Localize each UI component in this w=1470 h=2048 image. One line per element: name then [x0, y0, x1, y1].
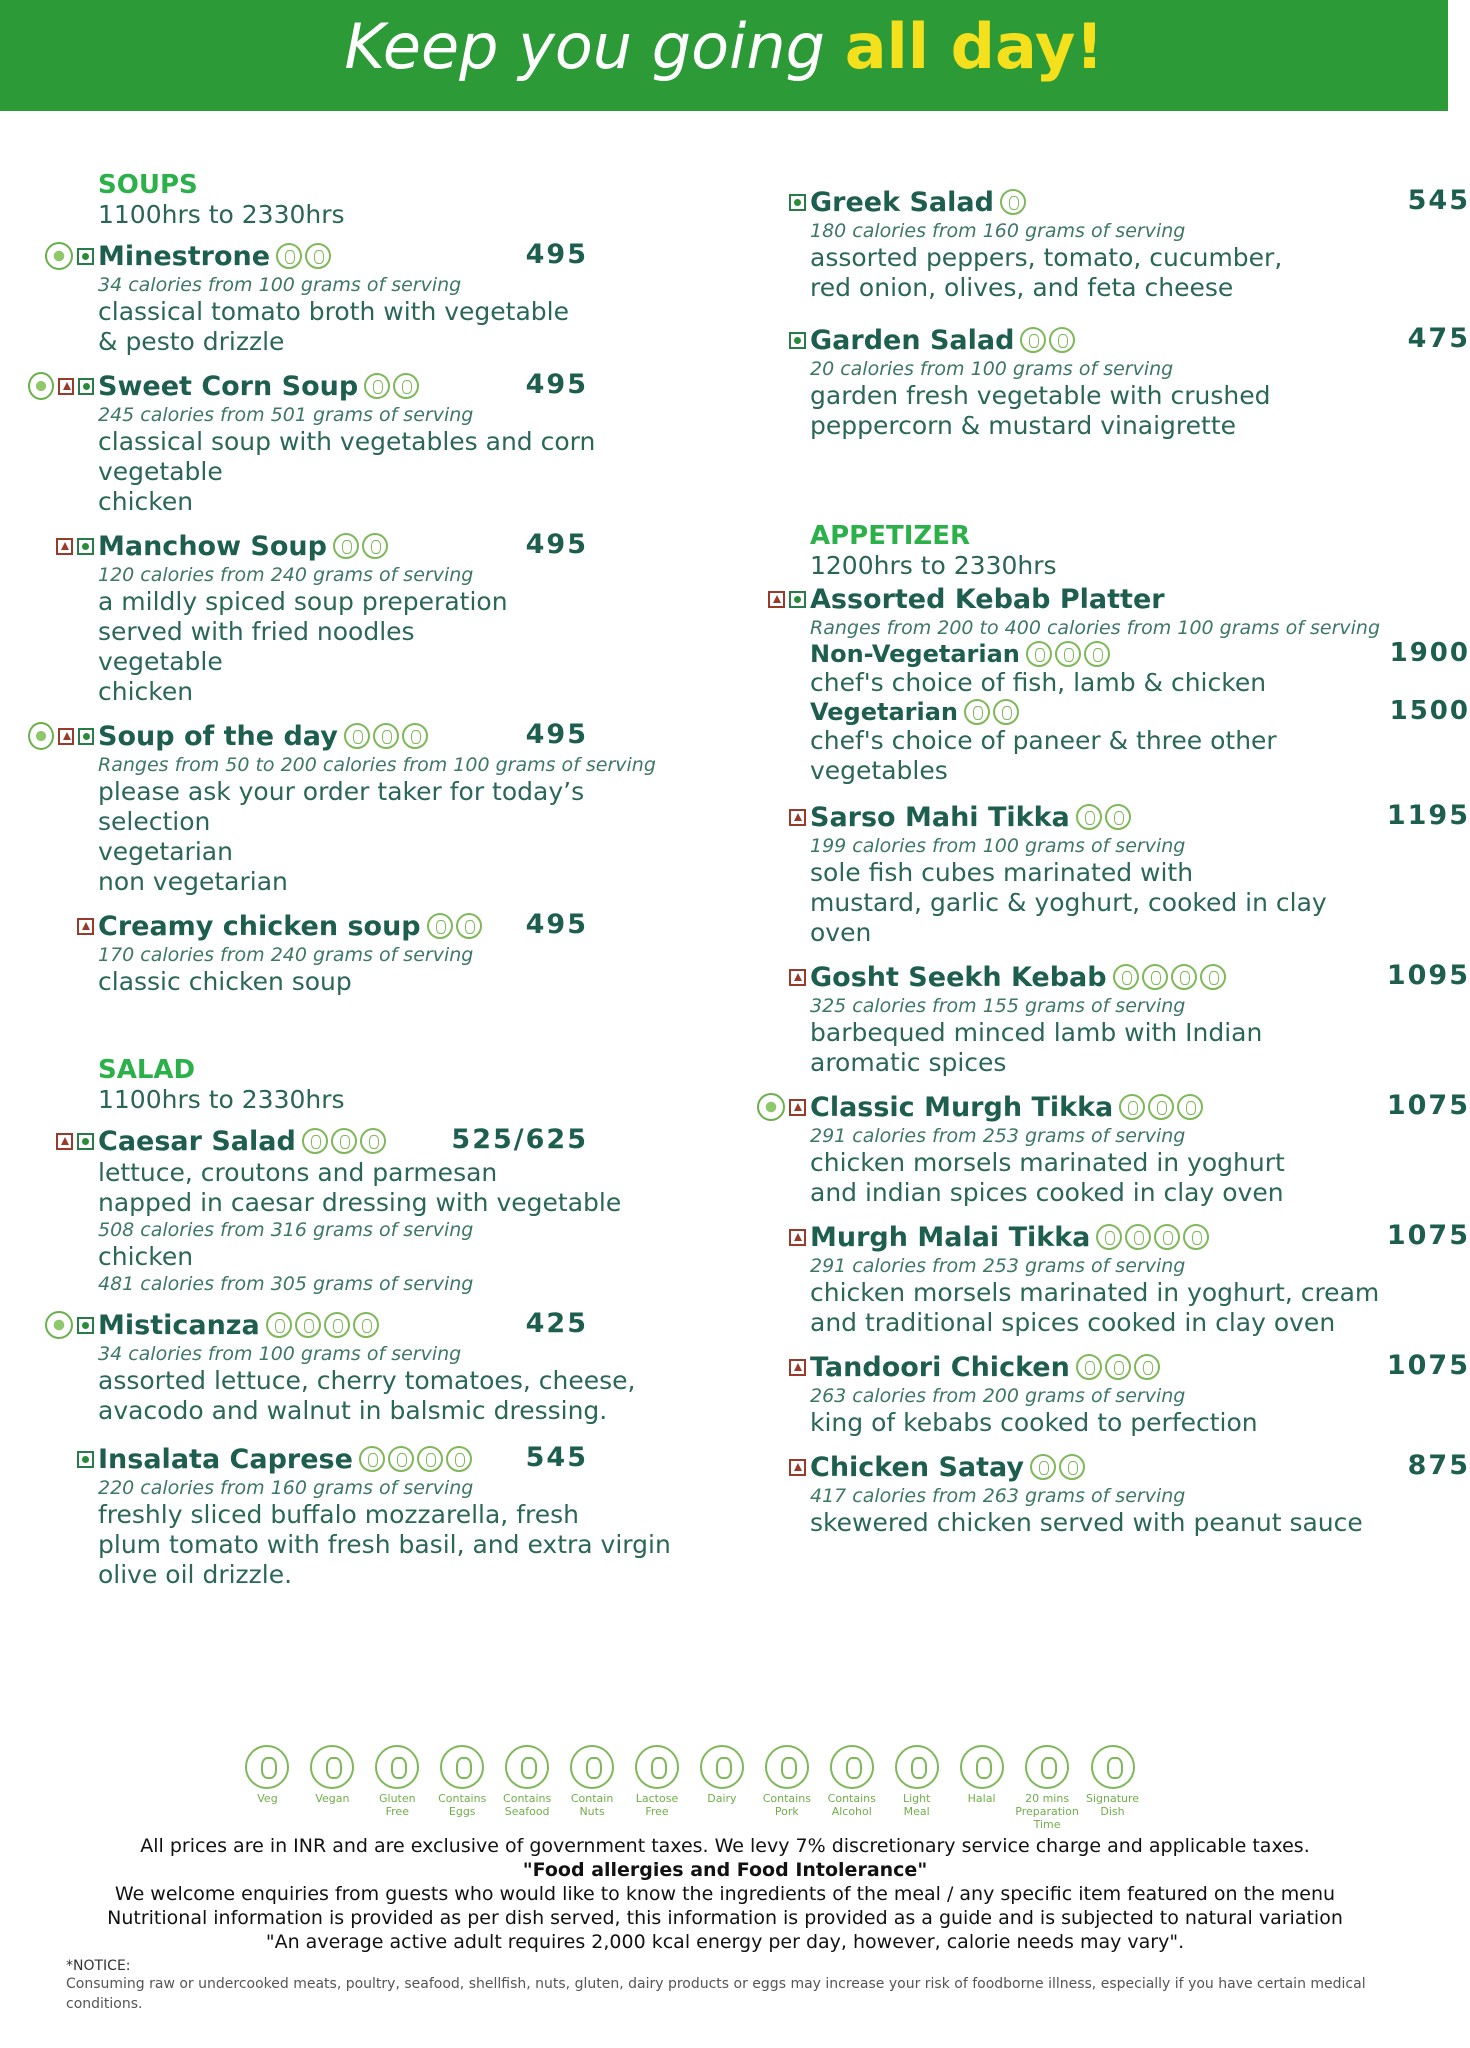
item-desc: served with fried noodles [98, 617, 415, 646]
item-desc: a mildly spiced soup preperation [98, 587, 508, 616]
menu-item [740, 1450, 1470, 1538]
item-price: 545 [1407, 185, 1470, 216]
appetizer-section [740, 521, 1470, 1538]
item-desc: vegetarian [98, 837, 233, 866]
item-desc: please ask your order taker for today’s selection [98, 777, 585, 836]
sub-item-name: Vegetarian [810, 698, 959, 726]
menu-item [740, 1220, 1470, 1338]
footer-nutrition-note: Nutritional information is provided as per dish served, this information is provided as a guide and is subjected to natural variation [107, 1907, 1343, 1929]
item-calories: 508 calories from 316 grams of serving [98, 1219, 474, 1241]
lactose-free-icon [456, 913, 482, 939]
prep-time-icon [28, 722, 54, 750]
halal-icon [333, 533, 359, 559]
footer [60, 1834, 1390, 2014]
item-desc: freshly sliced buffalo mozzarella, fresh [98, 1500, 579, 1529]
menu-item [740, 185, 1470, 303]
lactose-free-icon [1076, 804, 1102, 830]
nonveg-mark-icon [768, 591, 785, 608]
legend-item [759, 1745, 814, 1831]
item-calories: 170 calories from 240 grams of serving [98, 944, 474, 966]
item-name: Misticanza [98, 1309, 260, 1341]
gluten-free-icon [375, 1745, 419, 1789]
icon-legend [240, 1745, 1140, 1831]
menu-item [28, 1124, 678, 1296]
banner-title [0, 10, 1448, 83]
menu-item [28, 529, 678, 707]
halal-icon [344, 723, 370, 749]
item-desc: chicken [98, 677, 194, 706]
nuts-icon [1084, 641, 1110, 667]
lactose-free-icon [1125, 1224, 1151, 1250]
header-banner [0, 0, 1448, 111]
item-desc: skewered chicken served with peanut sauce [810, 1508, 1363, 1537]
signature-dish-icon [1091, 1745, 1135, 1789]
item-desc: classic chicken soup [98, 967, 352, 996]
item-desc: garden fresh vegetable with crushed [810, 381, 1271, 410]
menu-item [740, 1090, 1470, 1208]
legend-label: Signature Dish [1085, 1792, 1140, 1818]
legend-item [954, 1745, 1009, 1831]
gluten-free-icon [1134, 1354, 1160, 1380]
halal-icon [302, 1128, 328, 1154]
item-desc: barbequed minced lamb with Indian [810, 1018, 1263, 1047]
dairy-icon [388, 1446, 414, 1472]
halal-icon [1096, 1224, 1122, 1250]
right-column [740, 185, 1470, 1550]
item-name: Classic Murgh Tikka [810, 1091, 1114, 1123]
item-name: Manchow Soup [98, 530, 327, 562]
item-name: Tandoori Chicken [810, 1351, 1070, 1383]
seafood-icon [505, 1745, 549, 1789]
halal-icon [1113, 964, 1139, 990]
item-desc: non vegetarian [98, 867, 288, 896]
item-calories: 220 calories from 160 grams of serving [98, 1477, 474, 1499]
item-desc: and traditional spices cooked in clay oven [810, 1308, 1336, 1337]
egg-icon [362, 533, 388, 559]
sub-item-name: Non-Vegetarian [810, 640, 1020, 668]
item-name: Chicken Satay [810, 1451, 1025, 1483]
item-price: 495 [525, 909, 588, 940]
lactose-free-icon [1000, 189, 1026, 215]
gluten-free-icon [353, 1312, 379, 1338]
veg-mark-icon [77, 1133, 94, 1150]
signature-dish-icon [45, 242, 73, 270]
veg-icon [359, 1446, 385, 1472]
veg-mark-icon [78, 728, 94, 745]
section-time: 1100hrs to 2330hrs [98, 200, 345, 229]
prep-time-icon [28, 372, 54, 400]
lactose-free-icon [373, 723, 399, 749]
item-price: 1075 [1386, 1090, 1470, 1121]
menu-item [28, 369, 678, 517]
platter-veg [810, 696, 1470, 726]
item-price: 495 [525, 239, 588, 270]
item-price: 1095 [1386, 960, 1470, 991]
legend-label: Contain Nuts [570, 1792, 614, 1818]
lactose-free-icon [1142, 964, 1168, 990]
nonveg-mark-icon [56, 538, 73, 555]
menu-item [740, 1350, 1470, 1438]
gluten-free-icon [1177, 1094, 1203, 1120]
nonveg-mark-icon [789, 1459, 806, 1476]
vegan-icon [310, 1745, 354, 1789]
item-price: 425 [525, 1308, 588, 1339]
section-time: 1200hrs to 2330hrs [810, 551, 1057, 580]
item-name: Greek Salad [810, 186, 994, 218]
alcohol-icon [830, 1745, 874, 1789]
legend-label: Halal [967, 1792, 996, 1805]
nuts-icon [1200, 964, 1226, 990]
signature-dish-icon [757, 1093, 785, 1121]
soups-section [28, 170, 678, 997]
item-name: Minestrone [98, 240, 271, 272]
item-price: 495 [525, 719, 588, 750]
legend-item [1015, 1745, 1079, 1831]
pork-icon [765, 1745, 809, 1789]
item-desc: classical soup with vegetables and corn [98, 427, 596, 456]
egg-icon [440, 1745, 484, 1789]
nuts-icon [324, 1312, 350, 1338]
menu-item [28, 909, 678, 997]
menu-item [740, 323, 1470, 441]
item-desc: vegetable [98, 647, 223, 676]
item-calories: 245 calories from 501 grams of serving [98, 404, 474, 426]
legend-item [630, 1745, 685, 1831]
legend-label: Vegan [315, 1792, 350, 1805]
item-desc: chicken morsels marinated in yoghurt [810, 1148, 1285, 1177]
nuts-icon [417, 1446, 443, 1472]
seafood-icon [1105, 804, 1131, 830]
item-desc: chef's choice of paneer & three other vegetables [810, 726, 1277, 785]
nuts-icon [570, 1745, 614, 1789]
lactose-free-icon [1148, 1094, 1174, 1120]
nonveg-mark-icon [58, 378, 74, 395]
legend-label: Veg [257, 1792, 278, 1805]
menu-item [740, 800, 1470, 948]
halal-icon [364, 373, 390, 399]
legend-label: Lactose Free [635, 1792, 679, 1818]
item-calories: 34 calories from 100 grams of serving [98, 1343, 462, 1365]
lactose-free-icon [276, 243, 302, 269]
menu-item [28, 1308, 678, 1426]
notice-title: *NOTICE: [66, 1958, 131, 1974]
item-desc: aromatic spices [810, 1048, 1007, 1077]
item-name: Sweet Corn Soup [98, 370, 359, 402]
halal-icon [1030, 1454, 1056, 1480]
item-desc: peppercorn & mustard vinaigrette [810, 411, 1237, 440]
item-calories: 481 calories from 305 grams of serving [98, 1273, 474, 1295]
item-name: Creamy chicken soup [98, 910, 421, 942]
veg-mark-icon [77, 538, 94, 555]
item-price: 475 [1407, 323, 1470, 354]
item-name: Soup of the day [98, 720, 338, 752]
menu-item [28, 239, 678, 357]
item-calories: Ranges from 200 to 400 calories from 100 grams of serving [810, 617, 1380, 639]
signature-dish-icon [45, 1311, 73, 1339]
salad-right-section [740, 185, 1470, 441]
veg-mark-icon [78, 378, 94, 395]
legend-item [694, 1745, 749, 1831]
platter-nonveg [810, 638, 1470, 668]
nonveg-mark-icon [789, 809, 806, 826]
item-price: 525/625 [451, 1124, 588, 1155]
item-name: Insalata Caprese [98, 1443, 353, 1475]
item-desc: lettuce, croutons and parmesan [98, 1158, 498, 1187]
section-title: SALAD [98, 1055, 196, 1085]
light-meal-icon [895, 1745, 939, 1789]
nonveg-mark-icon [58, 728, 74, 745]
item-calories: 417 calories from 263 grams of serving [810, 1485, 1186, 1507]
item-name: Garden Salad [810, 324, 1015, 356]
item-desc: olive oil drizzle. [98, 1560, 293, 1589]
item-calories: 263 calories from 200 grams of serving [810, 1385, 1186, 1407]
dairy-icon [295, 1312, 321, 1338]
item-calories: 120 calories from 240 grams of serving [98, 564, 474, 586]
nonveg-mark-icon [789, 1099, 806, 1116]
legend-label: Dairy [707, 1792, 737, 1805]
item-name: Assorted Kebab Platter [810, 583, 1165, 615]
egg-icon [402, 723, 428, 749]
item-price: 1500 [1389, 696, 1470, 726]
item-desc: chef's choice of fish, lamb & chicken [810, 668, 1267, 697]
item-price: 1075 [1386, 1220, 1470, 1251]
legend-item [565, 1745, 620, 1831]
item-desc: chicken morsels marinated in yoghurt, cream [810, 1278, 1380, 1307]
item-calories: 180 calories from 160 grams of serving [810, 220, 1186, 242]
lactose-free-icon [635, 1745, 679, 1789]
egg-icon [360, 1128, 386, 1154]
dairy-icon [700, 1745, 744, 1789]
legend-item [305, 1745, 360, 1831]
footer-prices-note: All prices are in INR and are exclusive of government taxes. We levy 7% discretionary service charge and applicable taxes. [140, 1835, 1310, 1857]
item-price: 495 [525, 369, 588, 400]
legend-item [435, 1745, 490, 1831]
item-calories: Ranges from 50 to 200 calories from 100 grams of serving [98, 754, 656, 776]
item-name: Gosht Seekh Kebab [810, 961, 1107, 993]
item-name: Sarso Mahi Tikka [810, 801, 1070, 833]
legend-label: Contains Alcohol [827, 1792, 876, 1818]
veg-mark-icon [789, 332, 806, 349]
menu-item [740, 582, 1470, 786]
notice-text: Consuming raw or undercooked meats, poultry, seafood, shellfish, nuts, gluten, dairy products or eggs may increase your risk of foodborne illness, especially if you have certain medical conditions. [66, 1976, 1366, 2012]
salad-section [28, 1055, 678, 1590]
item-desc: chicken [98, 1242, 194, 1271]
legend-item [1085, 1745, 1140, 1831]
nonveg-mark-icon [56, 1133, 73, 1150]
item-desc: sole fish cubes marinated with [810, 858, 1194, 887]
footer-calorie-note: "An average active adult requires 2,000 kcal energy per day, however, calorie needs may vary". [265, 1931, 1185, 1953]
veg-mark-icon [77, 1451, 94, 1468]
item-name: Murgh Malai Tikka [810, 1221, 1091, 1253]
legend-label: Contains Pork [762, 1792, 811, 1818]
item-desc: & pesto drizzle [98, 327, 285, 356]
lactose-free-icon [331, 1128, 357, 1154]
item-desc: mustard, garlic & yoghurt, cooked in clay oven [810, 888, 1327, 947]
legend-label: Contains Seafood [503, 1792, 552, 1818]
item-price: 1075 [1386, 1350, 1470, 1381]
gluten-free-icon [1154, 1224, 1180, 1250]
section-time: 1100hrs to 2330hrs [98, 1085, 345, 1114]
item-desc: king of kebabs cooked to perfection [810, 1408, 1258, 1437]
footer-allergy-title: "Food allergies and Food Intolerance" [522, 1859, 928, 1881]
legend-item [370, 1745, 425, 1831]
nonveg-mark-icon [789, 1229, 806, 1246]
gluten-free-icon [446, 1446, 472, 1472]
nuts-icon [1059, 1454, 1085, 1480]
item-desc: and indian spices cooked in clay oven [810, 1178, 1284, 1207]
halal-icon [1119, 1094, 1145, 1120]
nuts-icon [993, 699, 1019, 725]
item-desc: avacodo and walnut in balsmic dressing. [98, 1396, 608, 1425]
item-desc: red onion, olives, and feta cheese [810, 273, 1234, 302]
gluten-free-icon [1171, 964, 1197, 990]
item-price: 545 [525, 1442, 588, 1473]
halal-icon [427, 913, 453, 939]
veg-icon [305, 243, 331, 269]
footer-enquiries: We welcome enquiries from guests who would like to know the ingredients of the meal / any specific item featured on the menu [114, 1883, 1336, 1905]
egg-icon [393, 373, 419, 399]
item-calories: 20 calories from 100 grams of serving [810, 358, 1174, 380]
item-price: 875 [1407, 1450, 1470, 1481]
halal-icon [1076, 1354, 1102, 1380]
nonveg-mark-icon [77, 918, 94, 935]
legend-item [889, 1745, 944, 1831]
veg-mark-icon [77, 248, 94, 265]
section-title: SOUPS [98, 170, 198, 200]
nonveg-mark-icon [789, 969, 806, 986]
item-calories: 291 calories from 253 grams of serving [810, 1255, 1186, 1277]
item-calories: 291 calories from 253 grams of serving [810, 1125, 1186, 1147]
menu-item [28, 719, 678, 897]
banner-text-highlight: all day! [844, 10, 1104, 83]
item-name: Caesar Salad [98, 1125, 296, 1157]
halal-icon [1026, 641, 1052, 667]
item-desc: assorted lettuce, cherry tomatoes, cheese, [98, 1366, 636, 1395]
menu-item [740, 960, 1470, 1078]
legend-label: Gluten Free [379, 1792, 416, 1818]
lactose-free-icon [964, 699, 990, 725]
item-desc: plum tomato with fresh basil, and extra virgin [98, 1530, 671, 1559]
legend-item [824, 1745, 879, 1831]
item-desc: classical tomato broth with vegetable [98, 297, 569, 326]
prep-time-icon [1025, 1745, 1069, 1789]
section-title: APPETIZER [810, 521, 971, 551]
nuts-icon [1183, 1224, 1209, 1250]
menu-item [28, 1442, 678, 1590]
item-calories: 325 calories from 155 grams of serving [810, 995, 1186, 1017]
item-desc: napped in caesar dressing with vegetable [98, 1188, 622, 1217]
halal-icon [960, 1745, 1004, 1789]
banner-text-main: Keep you going [344, 10, 845, 83]
legend-label: 20 mins Preparation Time [1015, 1792, 1079, 1831]
vegan-icon [1020, 327, 1046, 353]
legend-item [500, 1745, 555, 1831]
lactose-free-icon [1049, 327, 1075, 353]
item-desc: assorted peppers, tomato, cucumber, [810, 243, 1283, 272]
item-price: 1195 [1386, 800, 1470, 831]
veg-mark-icon [789, 194, 806, 211]
item-price: 1900 [1389, 638, 1470, 668]
left-column [28, 170, 678, 1602]
veg-icon [245, 1745, 289, 1789]
item-calories: 199 calories from 100 grams of serving [810, 835, 1186, 857]
item-calories: 34 calories from 100 grams of serving [98, 274, 462, 296]
item-desc: chicken [98, 487, 194, 516]
veg-mark-icon [789, 591, 806, 608]
veg-mark-icon [77, 1317, 94, 1334]
legend-label: Contains Eggs [438, 1792, 487, 1818]
legend-item [240, 1745, 295, 1831]
item-desc: vegetable [98, 457, 223, 486]
legend-label: Light Meal [902, 1792, 931, 1818]
veg-icon [266, 1312, 292, 1338]
lactose-free-icon [1105, 1354, 1131, 1380]
nonveg-mark-icon [789, 1359, 806, 1376]
item-price: 495 [525, 529, 588, 560]
lactose-free-icon [1055, 641, 1081, 667]
